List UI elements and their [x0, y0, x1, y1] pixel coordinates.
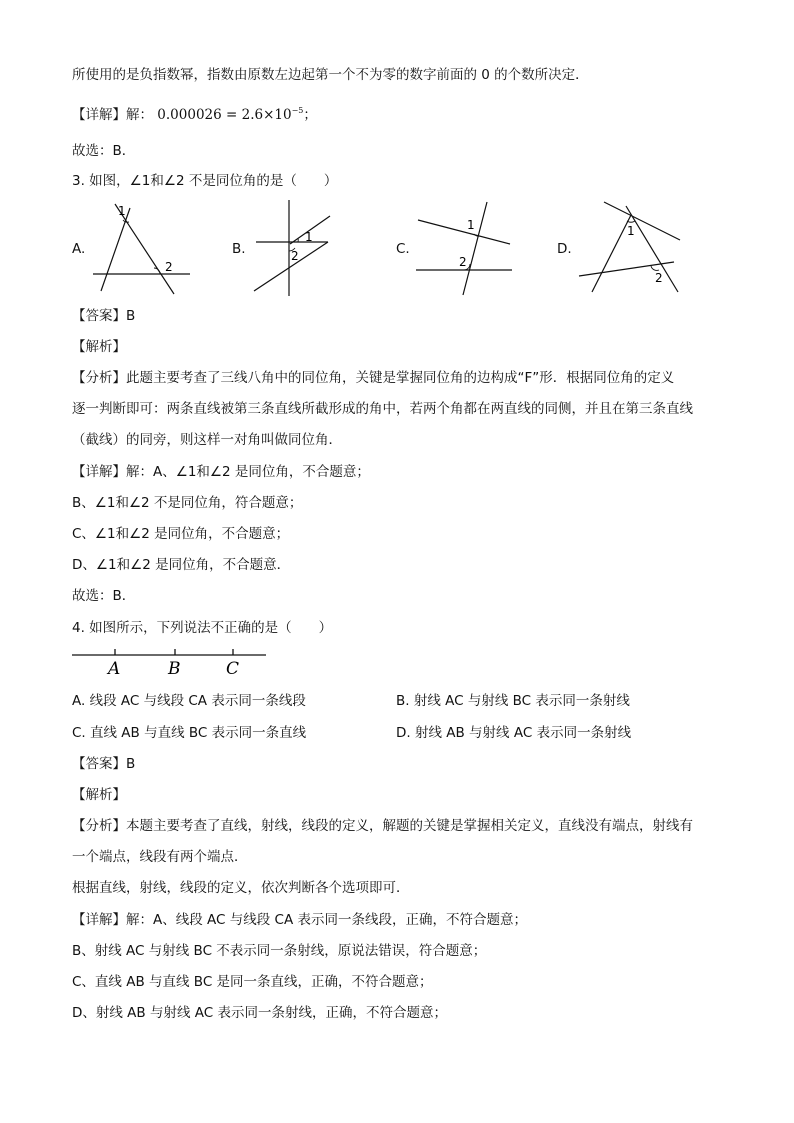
- answer-value: B: [126, 308, 136, 324]
- detail-text-a: 解：A、线段 AC 与线段 CA 表示同一条线段，正确，不符合题意；: [126, 912, 527, 928]
- q3-fenxi-line-3: （截线）的同旁，则这样一对角叫做同位角．: [72, 432, 342, 448]
- q4-fenxi-line-2: 一个端点，线段有两个端点．: [72, 849, 248, 865]
- q4-option-d: D. 射线 AB 与射线 AC 表示同一条射线: [396, 725, 632, 741]
- q4-point-b: B: [168, 659, 181, 678]
- q4-detail-line-c: C、直线 AB 与直线 BC 是同一条直线，正确，不符合题意；: [72, 974, 433, 990]
- q4-answer-line: [72, 755, 135, 773]
- q4-option-b: B. 射线 AC 与射线 BC 表示同一条射线: [396, 693, 630, 709]
- fenxi-text-1: 本题主要考查了直线，射线，线段的定义，解题的关键是掌握相关定义，直线没有端点，射线有: [126, 818, 693, 834]
- q4-detail-line-a: [72, 911, 527, 929]
- q4-analysis-tag: 【解析】: [72, 787, 126, 803]
- q4-detail-line-d: D、射线 AB 与射线 AC 表示同一条射线，正确，不符合题意；: [72, 1005, 447, 1021]
- q3-detail-line-a: [72, 463, 370, 481]
- q3-figure-d: [574, 198, 686, 298]
- q3-option-a-label: A.: [72, 241, 86, 257]
- figure-a-arc-2: [154, 268, 160, 274]
- figure-d-arc-2: [651, 266, 659, 270]
- intro-text: 所使用的是负指数幂，指数由原数左边起第一个不为零的数字前面的 0 的个数所决定．: [72, 67, 589, 83]
- q3-detail-line-b: B、∠1和∠2 不是同位角，符合题意；: [72, 495, 303, 511]
- figure-c-transversal: [463, 202, 487, 295]
- q4-figure-line: [70, 644, 270, 678]
- q4-fenxi-line-3: 根据直线，射线，线段的定义，依次判断各个选项即可．: [72, 880, 410, 896]
- detail-tag: 【详解】: [72, 464, 126, 480]
- figure-b-angle1: 1: [305, 230, 313, 244]
- figure-d-right-line: [626, 206, 678, 292]
- q3-answer-line: [72, 307, 135, 325]
- figure-d-left-line: [592, 215, 631, 292]
- q3-fenxi-line-1: [72, 369, 674, 387]
- answer-value: B: [126, 756, 136, 772]
- fenxi-tag: 【分析】: [72, 370, 126, 386]
- figure-a-angle2: 2: [165, 260, 173, 274]
- q3-detail-line-c: C、∠1和∠2 是同位角，不合题意；: [72, 526, 290, 542]
- q4-option-a: A. 线段 AC 与线段 CA 表示同一条线段: [72, 693, 306, 709]
- detail-suffix: ；: [303, 107, 317, 123]
- q4-fenxi-line-1: [72, 817, 693, 835]
- q3-option-b-label: B.: [232, 241, 246, 257]
- answer-tag: 【答案】: [72, 308, 126, 324]
- q3-option-d-label: D.: [557, 241, 572, 257]
- q4-option-c: C. 直线 AB 与直线 BC 表示同一条直线: [72, 725, 307, 741]
- figure-a-angle1: 1: [118, 204, 126, 218]
- detail-text-a: 解：A、∠1和∠2 是同位角，不合题意；: [126, 464, 370, 480]
- figure-c-angle1: 1: [467, 218, 475, 232]
- q3-stem: 3. 如图，∠1和∠2 不是同位角的是（ ）: [72, 173, 338, 189]
- q3-figure-c: [412, 198, 522, 298]
- q4-detail-line-b: B、射线 AC 与射线 BC 不表示同一条射线，原说法错误，符合题意；: [72, 943, 487, 959]
- q3-option-c-label: C.: [396, 241, 410, 257]
- detail-equation: 0.000026 = 2.6×10: [157, 107, 292, 123]
- detail-exponent: −5: [291, 106, 304, 115]
- figure-b-angle2: 2: [291, 249, 299, 263]
- q3-detail-line-d: D、∠1和∠2 是同位角，不合题意．: [72, 557, 291, 573]
- q3-figure-b: [250, 198, 340, 298]
- detail-tag: 【详解】: [72, 107, 126, 123]
- figure-d-upper-line: [604, 202, 680, 240]
- figure-d-angle2: 2: [655, 271, 663, 285]
- q4-point-c: C: [226, 659, 240, 678]
- figure-d-angle1: 1: [627, 224, 635, 238]
- figure-c-upper-line: [418, 220, 510, 244]
- answer-tag: 【答案】: [72, 756, 126, 772]
- detail-prefix: 解：: [126, 107, 153, 123]
- q2-detail-line: [72, 106, 317, 124]
- q4-point-a: A: [108, 659, 121, 678]
- figure-c-angle2: 2: [459, 255, 467, 269]
- q3-fenxi-line-2: 逐一判断即可：两条直线被第三条直线所截形成的角中，若两个角都在两直线的同侧，并且在第三条直线: [72, 401, 693, 417]
- q3-analysis-tag: 【解析】: [72, 339, 126, 355]
- detail-tag: 【详解】: [72, 912, 126, 928]
- q4-stem: 4. 如图所示，下列说法不正确的是（ ）: [72, 620, 333, 636]
- q2-choose: 故选：B．: [72, 143, 136, 159]
- q3-choose: 故选：B．: [72, 588, 136, 604]
- fenxi-text-1: 此题主要考查了三线八角中的同位角，关键是掌握同位角的边构成“F”形．根据同位角的定义: [126, 370, 675, 386]
- q3-figure-a: [88, 198, 198, 298]
- fenxi-tag: 【分析】: [72, 818, 126, 834]
